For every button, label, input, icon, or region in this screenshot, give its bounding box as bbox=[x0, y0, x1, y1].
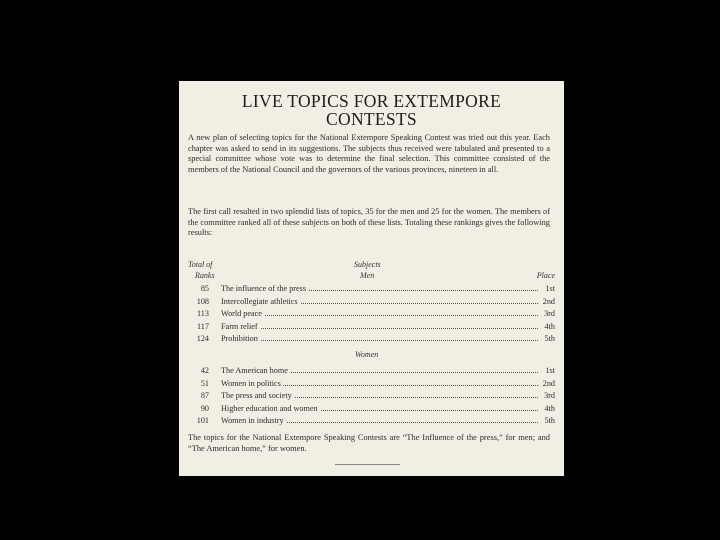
document-page bbox=[179, 81, 564, 476]
page-title: LIVE TOPICS FOR EXTEMPORE bbox=[241, 91, 502, 111]
table-row bbox=[179, 284, 564, 295]
place-value: 4th bbox=[544, 403, 555, 413]
results-intro-paragraph: The first call resulted in two splendid lists of topics, 35 for the men and 25 for the women. The members of the committee ranked all of these subjects on both of these lists. Totaling these rankings gives the following results: bbox=[188, 207, 550, 237]
table-row bbox=[179, 391, 564, 402]
place-value: 4th bbox=[544, 321, 555, 331]
topic-cell bbox=[221, 391, 538, 400]
rank-total: 51 bbox=[200, 378, 209, 388]
place-value: 1st bbox=[545, 284, 555, 293]
topic-cell bbox=[221, 334, 538, 343]
table-row bbox=[179, 334, 564, 345]
topic-name: World peace bbox=[221, 309, 262, 318]
topic-cell bbox=[221, 284, 538, 293]
table-row bbox=[179, 416, 564, 427]
rank-total: 113 bbox=[197, 309, 209, 318]
table-row bbox=[179, 379, 564, 390]
place-value: 3rd bbox=[544, 309, 555, 318]
rank-total: 90 bbox=[200, 403, 209, 413]
topic-cell bbox=[221, 309, 538, 318]
ranks-header: Ranks bbox=[195, 271, 215, 280]
place-value: 3rd bbox=[544, 391, 555, 400]
rank-total: 85 bbox=[200, 284, 209, 293]
rank-total: 87 bbox=[200, 391, 209, 400]
end-divider bbox=[335, 464, 400, 465]
subjects-header: Subjects bbox=[354, 260, 381, 269]
place-value: 5th bbox=[544, 334, 555, 343]
place-value: 5th bbox=[544, 416, 555, 425]
topic-cell bbox=[221, 416, 538, 425]
topic-name: Higher education and women bbox=[221, 403, 318, 413]
topic-cell bbox=[221, 322, 538, 331]
intro-paragraph: A new plan of selecting topics for the National Extempore Speaking Contest was tried out this year. Each chapter was asked to send in its suggestions. The subjects thus received were tabulated and presented to a special committee whose vote was to determine the final selection. This committee consisted of the members of the National Council and the governors of the various provinces, nineteen in all. bbox=[188, 133, 550, 174]
topic-cell bbox=[221, 366, 538, 375]
rank-total: 117 bbox=[197, 321, 209, 331]
table-row bbox=[179, 297, 564, 308]
table-row bbox=[179, 366, 564, 377]
place-value: 2nd bbox=[542, 378, 555, 388]
place-value: 1st bbox=[545, 366, 555, 375]
page-title-continued: CONTESTS bbox=[326, 109, 417, 129]
rank-total: 42 bbox=[200, 366, 209, 375]
dot-leader bbox=[221, 340, 538, 341]
rank-total: 124 bbox=[196, 334, 209, 343]
place-header: Place bbox=[536, 271, 555, 280]
table-row bbox=[179, 309, 564, 320]
topic-cell bbox=[221, 297, 538, 306]
topic-cell bbox=[221, 379, 538, 388]
table-row bbox=[179, 404, 564, 415]
table-row bbox=[179, 322, 564, 333]
topic-name: Intercollegiate athletics bbox=[221, 296, 298, 306]
total-ranks-header: Total of bbox=[188, 260, 213, 269]
topic-name: Women in politics bbox=[221, 378, 281, 388]
men-header: Men bbox=[360, 271, 375, 280]
topic-name: The press and society bbox=[221, 391, 292, 400]
dot-leader bbox=[221, 328, 538, 329]
place-value: 2nd bbox=[542, 296, 555, 306]
topic-name: The influence of the press bbox=[221, 284, 307, 293]
rank-total: 108 bbox=[196, 296, 209, 306]
topic-name: The American home bbox=[221, 366, 288, 375]
conclusion-paragraph: The topics for the National Extempore Speaking Contests are “The Influence of the press,” for men; and “The American home,” for women. bbox=[188, 433, 550, 453]
topic-name: Farm relief bbox=[221, 321, 258, 331]
topic-name: Women in industry bbox=[221, 416, 284, 425]
women-header: Women bbox=[355, 350, 379, 359]
dot-leader bbox=[221, 315, 538, 316]
rank-total: 101 bbox=[196, 416, 209, 425]
topic-cell bbox=[221, 404, 538, 413]
topic-name: Prohibition bbox=[221, 334, 258, 343]
